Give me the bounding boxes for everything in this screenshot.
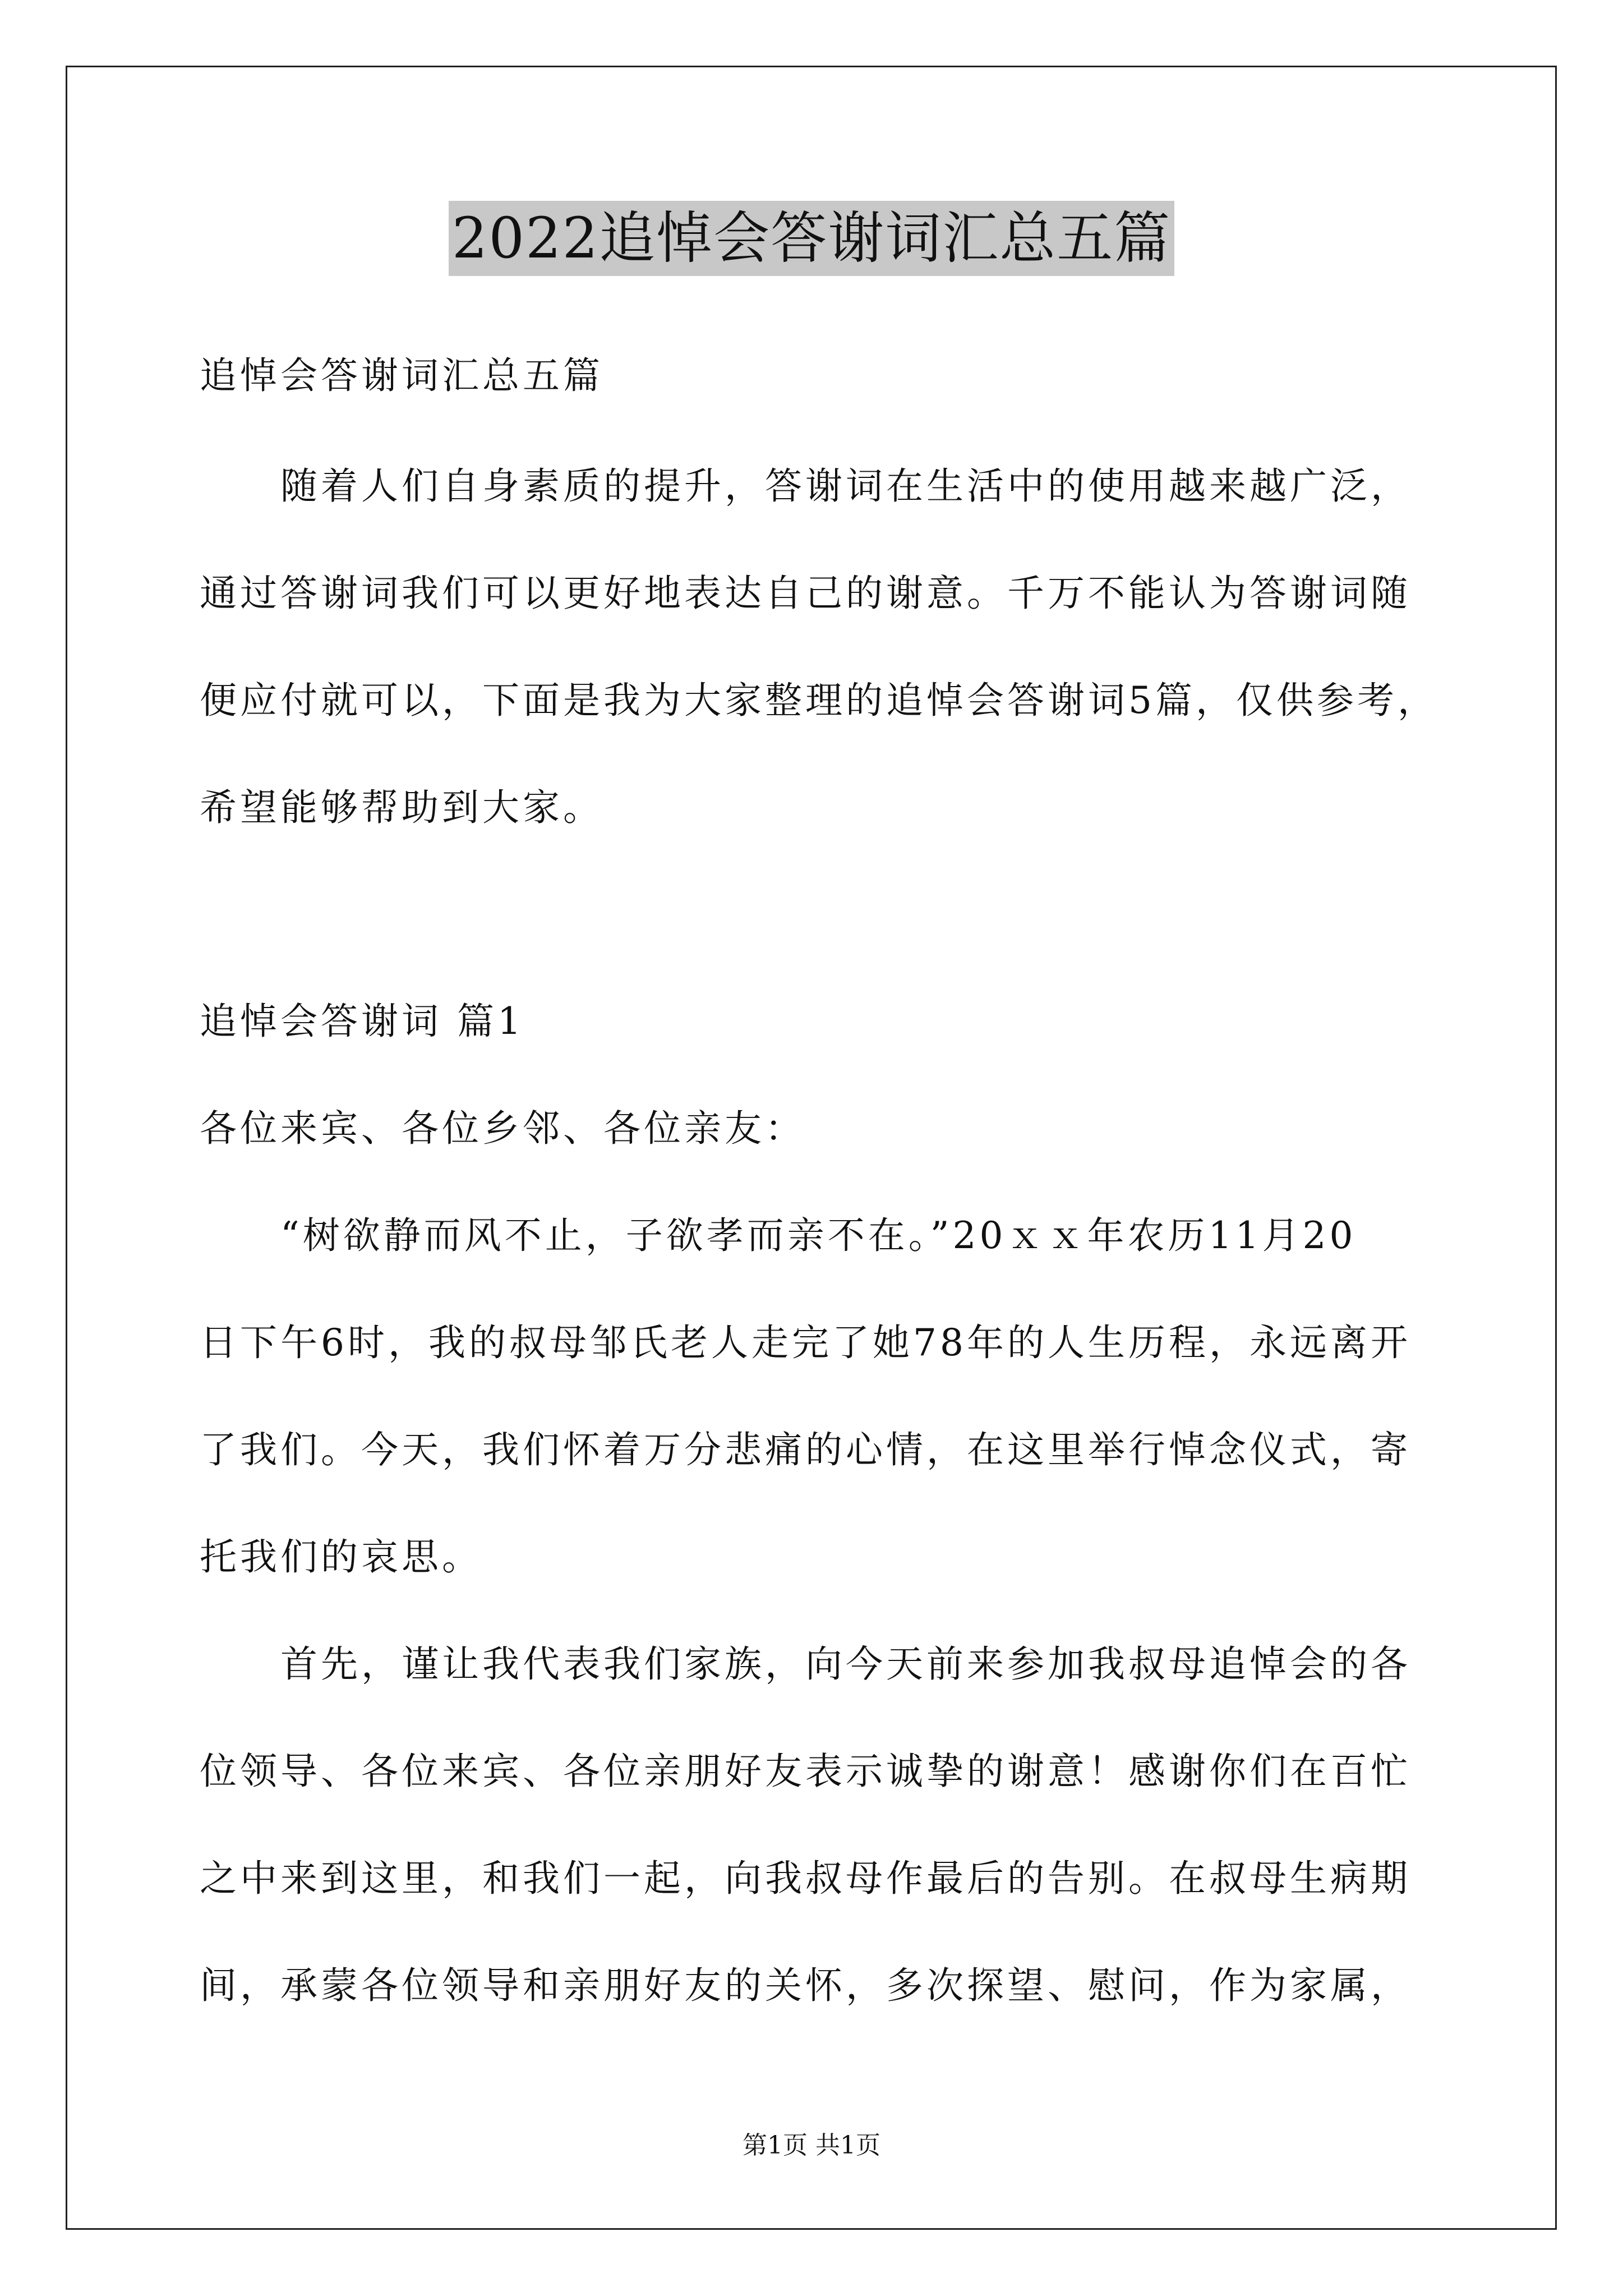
intro-line-4: 希望能够帮助到大家。 — [200, 786, 603, 829]
page-footer: 第1页 共1页 — [743, 2131, 880, 2160]
body-line-6: 位领导、各位来宾、各位亲朋好友表示诚挚的谢意！感谢你们在百忙 — [200, 1750, 1411, 1793]
section-heading: 追悼会答谢词 篇1 — [200, 1000, 524, 1043]
body-line-5: 首先，谨让我代表我们家族，向今天前来参加我叔母追悼会的各 — [280, 1642, 1411, 1686]
document-title: 2022追悼会答谢词汇总五篇 — [449, 201, 1175, 276]
salutation-line: 各位来宾、各位乡邻、各位亲友： — [200, 1107, 805, 1150]
title-block — [0, 201, 1623, 276]
body-line-7: 之中来到这里，和我们一起，向我叔母作最后的告别。在叔母生病期 — [200, 1857, 1411, 1900]
body-line-3: 了我们。今天，我们怀着万分悲痛的心情，在这里举行悼念仪式，寄 — [200, 1428, 1411, 1471]
body-line-2: 日下午6时，我的叔母邹氏老人走完了她78年的人生历程，永远离开 — [200, 1321, 1411, 1364]
intro-line-2: 通过答谢词我们可以更好地表达自己的谢意。千万不能认为答谢词随 — [200, 572, 1411, 615]
subtitle-line: 追悼会答谢词汇总五篇 — [200, 354, 603, 397]
body-line-8: 间，承蒙各位领导和亲朋好友的关怀，多次探望、慰问，作为家属， — [200, 1964, 1411, 2007]
body-line-1: “树欲静而风不止，子欲孝而亲不在。”20ｘｘ年农历11月20 — [280, 1214, 1357, 1257]
intro-line-3: 便应付就可以，下面是我为大家整理的追悼会答谢词5篇，仅供参考， — [200, 679, 1438, 722]
body-line-4: 托我们的哀思。 — [200, 1535, 482, 1579]
intro-line-1: 随着人们自身素质的提升，答谢词在生活中的使用越来越广泛， — [280, 464, 1411, 508]
